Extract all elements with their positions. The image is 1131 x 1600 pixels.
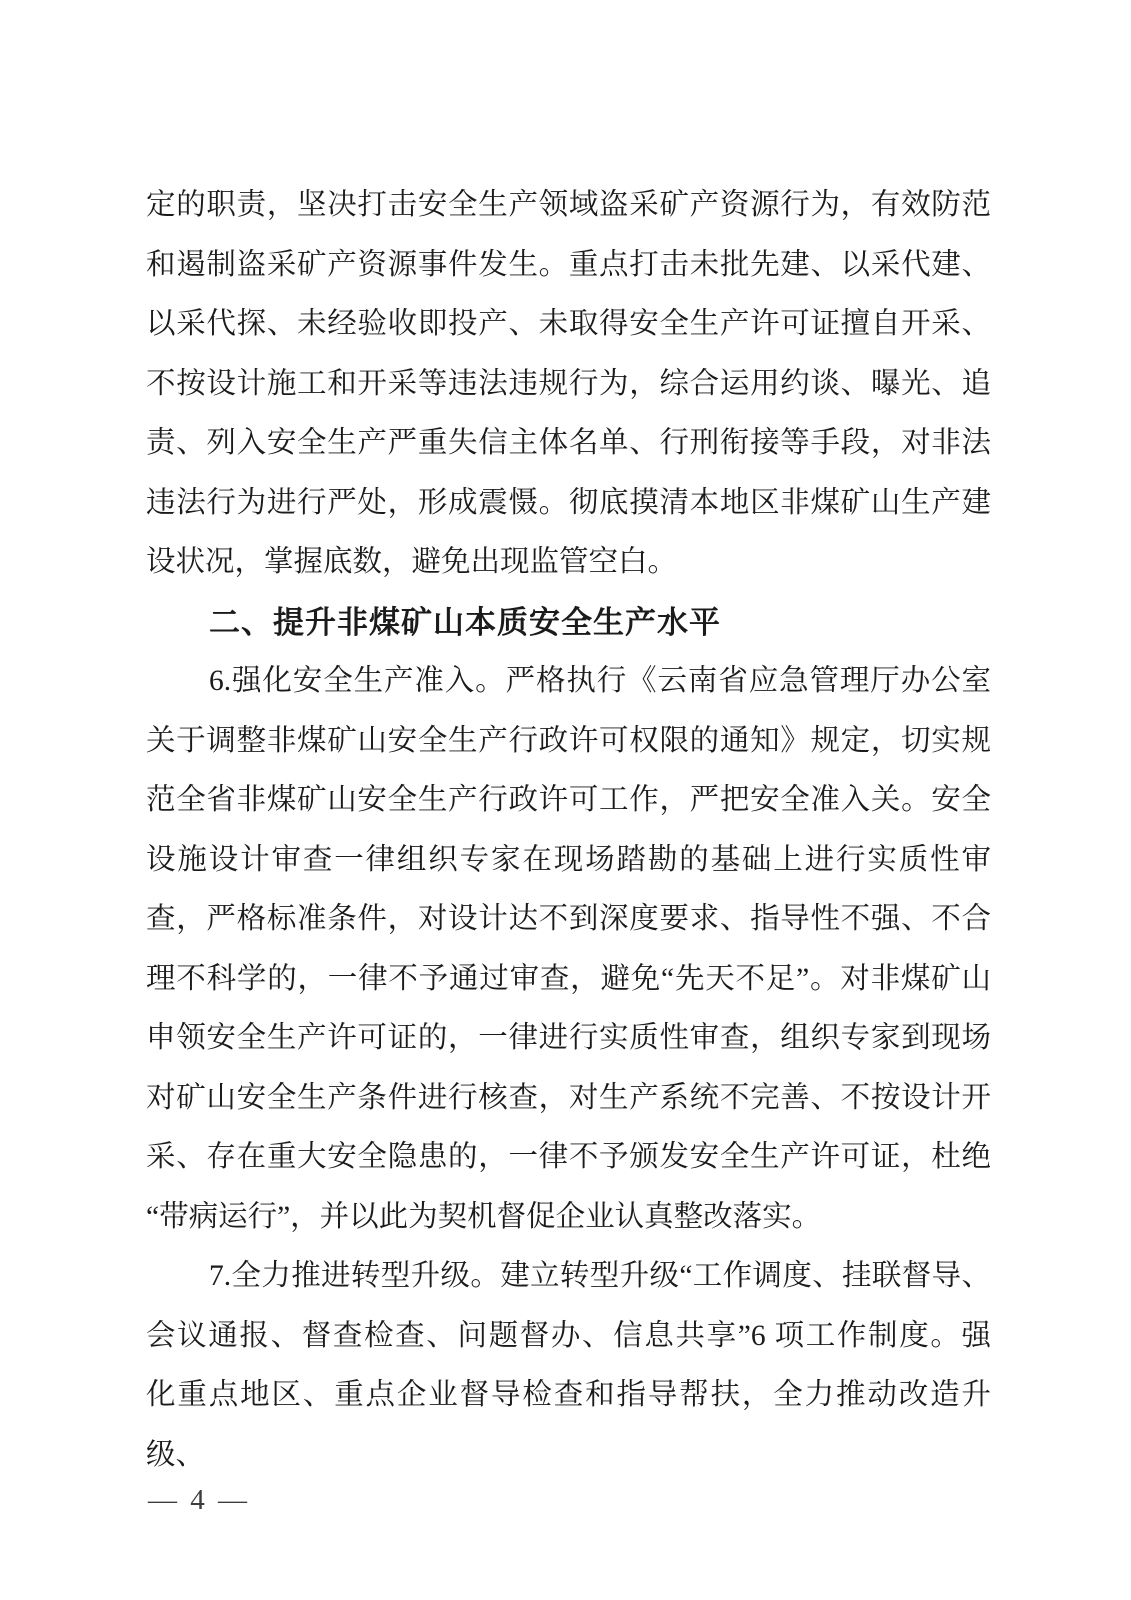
text-line: 对矿山安全生产条件进行核查，对生产系统不完善、不按设计开 — [146, 1081, 991, 1114]
text-line: 范全省非煤矿山安全生产行政许可工作，严把安全准入关。安全 — [146, 784, 991, 816]
text-line: 关于调整非煤矿山安全生产行政许可权限的通知》规定，切实规 — [146, 724, 991, 757]
text-line: 违法行为进行严处，形成震慑。彻底摸清本地区非煤矿山生产建 — [146, 486, 991, 519]
text-line: 责、列入安全生产严重失信主体名单、行刑衔接等手段，对非法 — [146, 427, 991, 459]
section-heading — [146, 593, 991, 653]
text-line: 和遏制盗采矿产资源事件发生。重点打击未批先建、以采代建、 — [146, 248, 991, 281]
text-line: 采、存在重大安全隐患的，一律不予颁发安全生产许可证，杜绝 — [146, 1141, 991, 1173]
text-line: 不按设计施工和开采等违法违规行为，综合运用约谈、曝光、追 — [146, 367, 991, 400]
paragraph-continuation — [146, 176, 991, 593]
document-body — [146, 176, 991, 1471]
text-line: 申领安全生产许可证的，一律进行实质性审查，组织专家到现场 — [146, 1022, 991, 1054]
text-line: “带病运行”，并以此为契机督促企业认真整改落实。 — [146, 1200, 822, 1233]
text-line: 理不科学的，一律不予通过审查，避免“先天不足”。对非煤矿山 — [146, 962, 991, 995]
text-line: 设状况，掌握底数，避免出现监管空白。 — [146, 546, 678, 578]
text-line: 二、提升非煤矿山本质安全生产水平 — [209, 604, 721, 640]
paragraph-6 — [146, 652, 991, 1247]
text-line: 以采代探、未经验收即投产、未取得安全生产许可证擅自开采、 — [146, 308, 991, 340]
text-line: 化重点地区、重点企业督导检查和指导帮扶，全力推动改造升级、 — [146, 1379, 991, 1471]
page-number-footer: — 4 — — [148, 1484, 250, 1516]
text-line: 6.强化安全生产准入。严格执行《云南省应急管理厅办公室 — [209, 665, 991, 697]
paragraph-7 — [146, 1247, 991, 1471]
text-line: 查，严格标准条件，对设计达不到深度要求、指导性不强、不合 — [146, 903, 991, 935]
text-line: 定的职责，坚决打击安全生产领域盗采矿产资源行为，有效防范 — [146, 189, 991, 221]
text-line: 7.全力推进转型升级。建立转型升级“工作调度、挂联督导、 — [209, 1260, 991, 1292]
text-line: 会议通报、督查检查、问题督办、信息共享”6 项工作制度。强 — [146, 1319, 991, 1352]
text-line: 设施设计审查一律组织专家在现场踏勘的基础上进行实质性审 — [146, 843, 991, 876]
